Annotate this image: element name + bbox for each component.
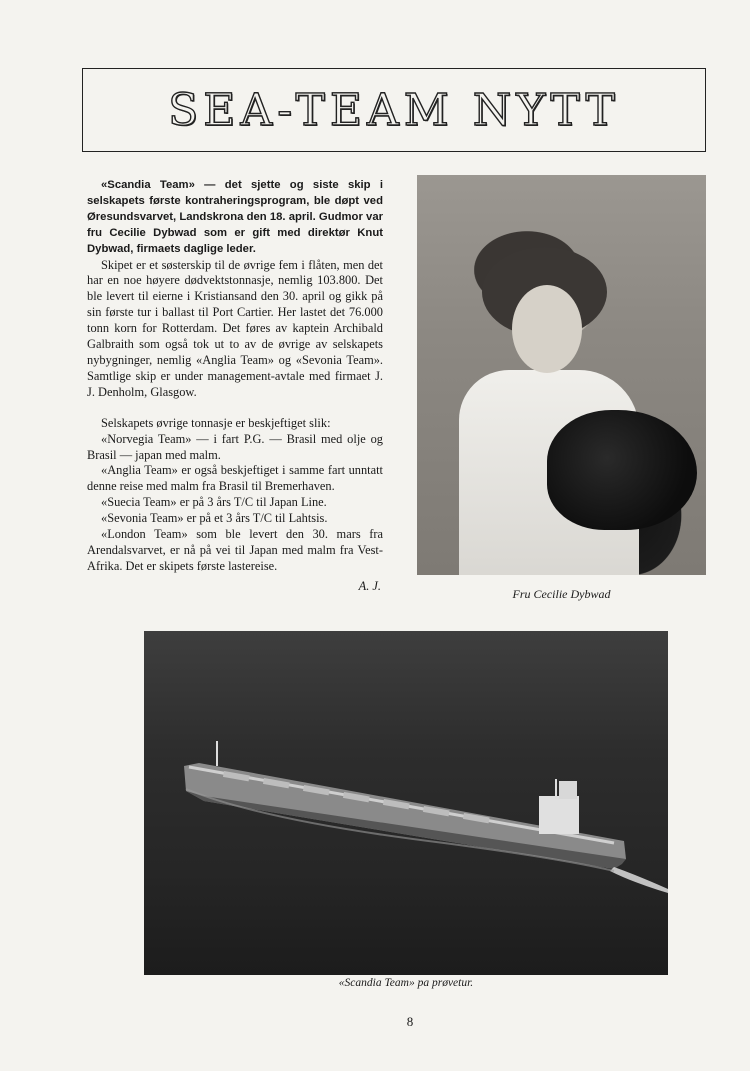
lead-paragraph: «Scandia Team» — det sjette og siste skip i selskapets første kontraheringsprogram, ble døpt ved Øresundsvarvet, Landskrona den 18. april. Gudmor var fru Cecilie Dybwad som er gift med direktør Knut Dybwad, firmaets daglige leder.: [87, 179, 383, 255]
author-signature: A. J.: [358, 578, 381, 593]
portrait-caption: Fru Cecilie Dybwad: [512, 587, 611, 601]
body-paragraph: «Norvegia Team» — i fart P.G. — Brasil med olje og Brasil — japan med malm.: [87, 431, 383, 462]
body-paragraph: «Anglia Team» er også beskjeftiget i samme fart unntatt denne reise med malm fra Brasil til Bremerhaven.: [87, 463, 383, 494]
portrait-face: [512, 285, 582, 373]
body-paragraph: «Sevonia Team» er på et 3 års T/C til Lahtsis.: [101, 511, 328, 526]
ship-caption: «Scandia Team» pa prøvetur.: [338, 977, 474, 989]
body-paragraph: «Suecia Team» er på 3 års T/C til Japan Line.: [101, 495, 327, 510]
body-paragraph: «London Team» som ble levert den 30. mars fra Arendalsvarvet, er nå på vei til Japan med malm fra Vest-Afrika. Det er skipets første lastereise.: [87, 527, 383, 573]
ship-illustration: [144, 631, 668, 975]
ship-photo: [144, 631, 668, 975]
portrait-photo: [417, 175, 706, 575]
body-paragraph: Skipet er et søsterskip til de øvrige fem i flåten, men det har en noe høyere dødvektstonnasje, nemlig 103.800. Det ble levert til eierne i Kristiansand den 30. april og gikk på sin første tur i ballast til Port Cartier. Her lastet det 76.000 tonn korn for Rotterdam. Det føres av kaptein Archibald Galbraith som også tok ut to av de øvrige av selskapets nybygninger, nemlig «Anglia Team» og «Sevonia Team». Samtlige skip er under management-avtale med firmaet J. J. Denholm, Glasgow.: [87, 257, 383, 399]
portrait-bouquet: [547, 410, 697, 530]
masthead-title: SEA-TEAM NYTT: [168, 84, 620, 136]
body-paragraph: Selskapets øvrige tonnasje er beskjeftiget slik:: [101, 415, 331, 430]
article-text: [87, 178, 383, 595]
masthead-box: [82, 68, 706, 152]
page-number: 8: [406, 1014, 414, 1029]
